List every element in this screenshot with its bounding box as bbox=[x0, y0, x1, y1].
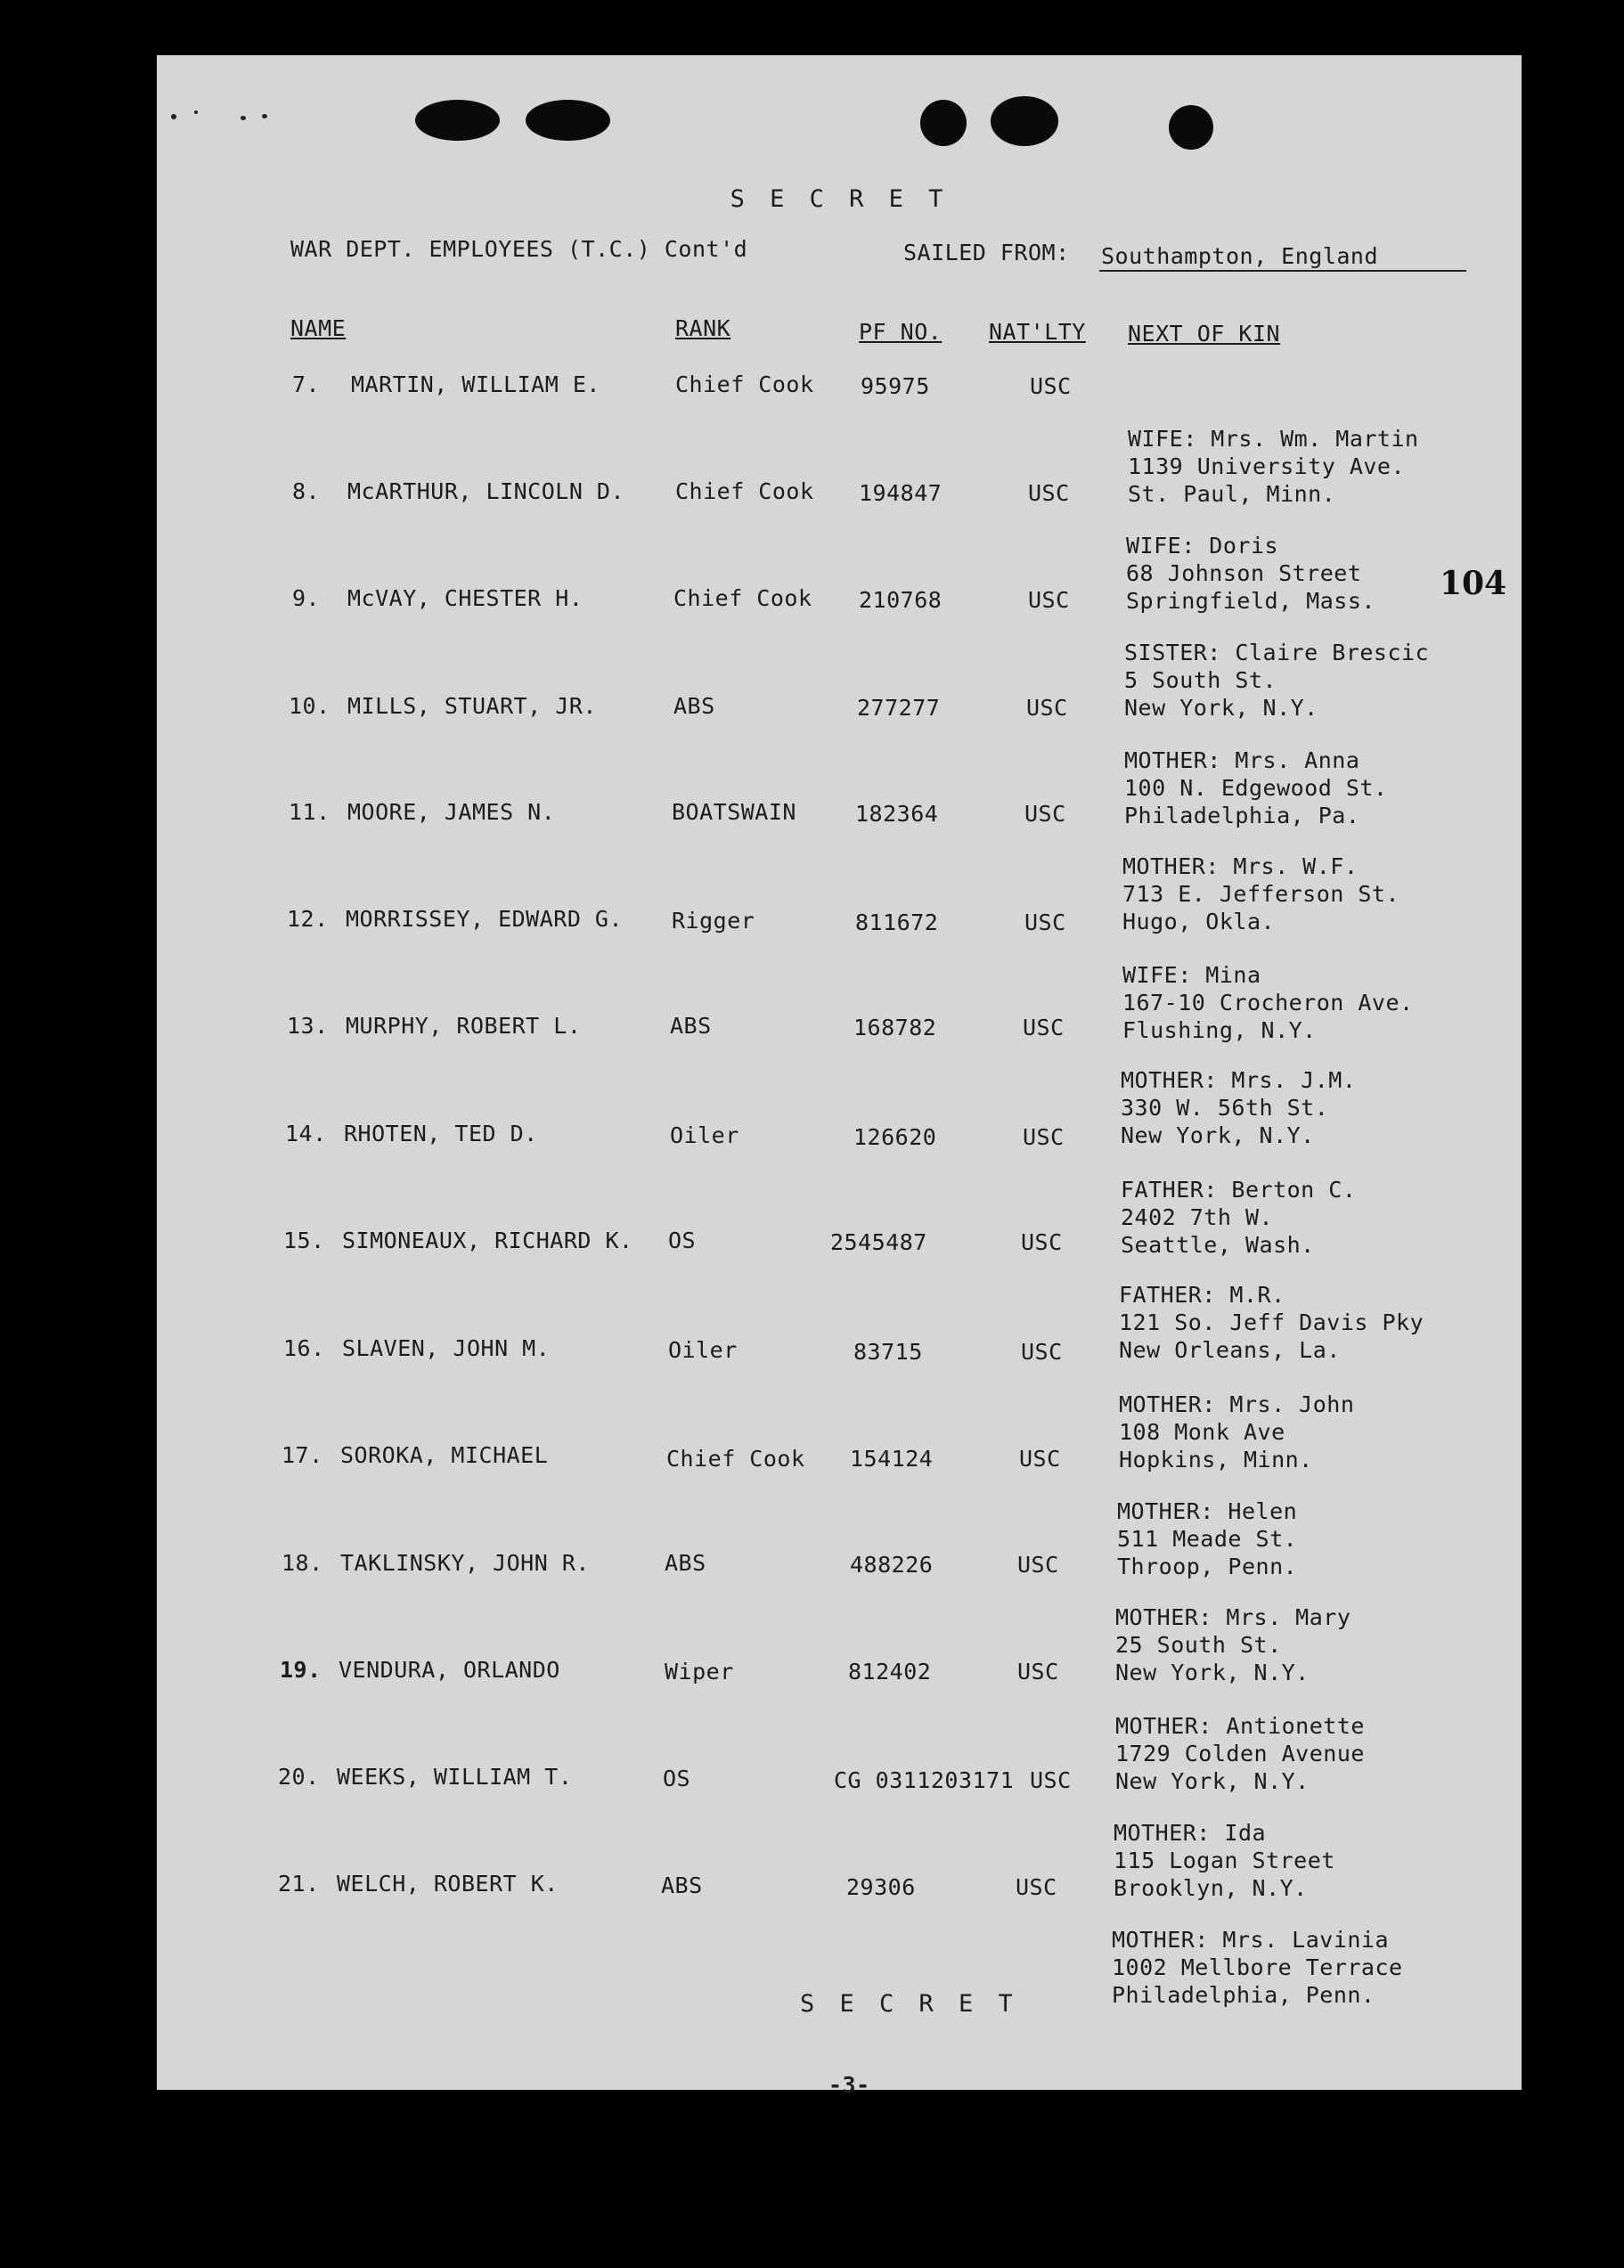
speck bbox=[194, 110, 198, 114]
punch-hole bbox=[920, 100, 967, 146]
nationality: USC bbox=[1016, 1874, 1057, 1900]
employee-rank: ABS bbox=[665, 1550, 706, 1576]
employee-name: McARTHUR, LINCOLN D. bbox=[347, 478, 625, 504]
nationality: USC bbox=[1028, 480, 1070, 506]
column-header-rank: RANK bbox=[675, 315, 731, 341]
speck bbox=[262, 114, 267, 118]
next-of-kin: MOTHER: Mrs. J.M. 330 W. 56th St. New York, N.Y. bbox=[1121, 1067, 1357, 1148]
next-of-kin: FATHER: Berton C. 2402 7th W. Seattle, Wash. bbox=[1121, 1177, 1357, 1258]
next-of-kin: MOTHER: Ida 115 Logan Street Brooklyn, N.Y. bbox=[1114, 1820, 1335, 1901]
employee-rank: Chief Cook bbox=[675, 371, 814, 397]
employee-rank: OS bbox=[668, 1228, 697, 1253]
sailed-from-value: Southampton, England bbox=[1101, 243, 1379, 269]
pf-number: 210768 bbox=[859, 587, 943, 613]
employee-name: MILLS, STUART, JR. bbox=[347, 693, 597, 719]
punch-hole bbox=[415, 100, 500, 141]
nationality: USC bbox=[1023, 1015, 1065, 1040]
row-number: 20. bbox=[278, 1764, 320, 1790]
next-of-kin: MOTHER: Mrs. Mary 25 South St. New York, N.Y. bbox=[1115, 1604, 1351, 1685]
punch-hole bbox=[991, 96, 1058, 146]
row-number: 18. bbox=[282, 1550, 323, 1576]
row-number: 8. bbox=[292, 478, 321, 504]
pf-number: 126620 bbox=[853, 1124, 937, 1150]
page-number: -3- bbox=[828, 2072, 870, 2098]
employee-name: McVAY, CHESTER H. bbox=[347, 585, 583, 611]
row-number: 12. bbox=[287, 906, 329, 932]
column-header-next-of-kin: NEXT OF KIN bbox=[1128, 321, 1281, 347]
pf-number: 194847 bbox=[859, 480, 943, 506]
punch-hole bbox=[1169, 105, 1213, 150]
pf-number: 277277 bbox=[857, 695, 941, 721]
employee-name: MURPHY, ROBERT L. bbox=[346, 1013, 582, 1039]
row-number: 9. bbox=[292, 585, 321, 611]
employee-rank: ABS bbox=[670, 1013, 712, 1039]
column-header-pf-no: PF NO. bbox=[859, 319, 943, 345]
row-number: 7. bbox=[292, 371, 321, 397]
next-of-kin: SISTER: Claire Brescic 5 South St. New York, N.Y. bbox=[1124, 640, 1430, 721]
nationality: USC bbox=[1024, 801, 1066, 827]
nationality: USC bbox=[1021, 1339, 1063, 1365]
sailed-from-label: SAILED FROM: bbox=[903, 240, 1070, 265]
pf-number: 811672 bbox=[855, 910, 939, 935]
employee-name: TAKLINSKY, JOHN R. bbox=[340, 1550, 590, 1576]
nationality: USC bbox=[1024, 910, 1066, 935]
row-number: 14. bbox=[285, 1121, 327, 1146]
next-of-kin: MOTHER: Helen 511 Meade St. Throop, Penn. bbox=[1117, 1498, 1298, 1579]
row-number: 11. bbox=[289, 799, 331, 825]
pf-number: 95975 bbox=[861, 373, 930, 399]
next-of-kin: MOTHER: Mrs. W.F. 713 E. Jefferson St. Hugo, Okla. bbox=[1122, 853, 1400, 934]
employee-rank: BOATSWAIN bbox=[672, 799, 796, 825]
pf-number: 2545487 bbox=[830, 1229, 927, 1255]
employee-name: SOROKA, MICHAEL bbox=[340, 1442, 549, 1468]
document-page bbox=[157, 55, 1522, 2098]
section-title: WAR DEPT. EMPLOYEES (T.C.) Cont'd bbox=[290, 236, 748, 262]
nationality: USC bbox=[1030, 373, 1072, 399]
row-number: 16. bbox=[283, 1335, 325, 1361]
next-of-kin: MOTHER: Mrs. Lavinia 1002 Mellbore Terrace Philadelphia, Penn. bbox=[1112, 1927, 1403, 2008]
row-number: 21. bbox=[278, 1871, 320, 1897]
nationality: USC bbox=[1026, 695, 1068, 721]
employee-rank: Wiper bbox=[665, 1659, 734, 1685]
pf-number: 83715 bbox=[853, 1339, 923, 1365]
classification-top: S E C R E T bbox=[730, 185, 949, 213]
nationality: USC bbox=[1021, 1229, 1063, 1255]
employee-name: WELCH, ROBERT K. bbox=[337, 1871, 559, 1897]
employee-name: SLAVEN, JOHN M. bbox=[342, 1335, 551, 1361]
employee-name: MARTIN, WILLIAM E. bbox=[351, 371, 600, 397]
nationality: USC bbox=[1023, 1124, 1065, 1150]
pf-number: 29306 bbox=[846, 1874, 916, 1900]
speck bbox=[241, 116, 246, 120]
employee-rank: Oiler bbox=[668, 1337, 738, 1363]
column-header-nationality: NAT'LTY bbox=[989, 319, 1086, 345]
employee-name: WEEKS, WILLIAM T. bbox=[337, 1764, 573, 1790]
employee-name: SIMONEAUX, RICHARD K. bbox=[342, 1228, 633, 1253]
next-of-kin: MOTHER: Mrs. Anna 100 N. Edgewood St. Philadelphia, Pa. bbox=[1124, 747, 1388, 828]
employee-rank: OS bbox=[663, 1766, 691, 1791]
row-number: 19. bbox=[280, 1657, 322, 1683]
next-of-kin: WIFE: Mina 167-10 Crocheron Ave. Flushing, N.Y. bbox=[1122, 962, 1414, 1043]
column-header-name: NAME bbox=[290, 315, 347, 341]
nationality: USC bbox=[1028, 587, 1070, 613]
next-of-kin: MOTHER: Mrs. John 108 Monk Ave Hopkins, Minn. bbox=[1119, 1391, 1355, 1473]
employee-rank: ABS bbox=[661, 1872, 703, 1898]
next-of-kin: MOTHER: Antionette 1729 Colden Avenue New York, N.Y. bbox=[1115, 1713, 1365, 1794]
next-of-kin: WIFE: Mrs. Wm. Martin 1139 University Ave. St. Paul, Minn. bbox=[1128, 426, 1419, 507]
employee-rank: Chief Cook bbox=[666, 1446, 805, 1472]
employee-rank: Oiler bbox=[670, 1122, 739, 1148]
pf-number: 168782 bbox=[853, 1015, 937, 1040]
pf-number: CG 0311203171 bbox=[834, 1767, 1015, 1793]
nationality: USC bbox=[1017, 1659, 1059, 1685]
employee-rank: ABS bbox=[673, 693, 715, 719]
nationality: USC bbox=[1017, 1552, 1059, 1578]
row-number: 17. bbox=[282, 1442, 323, 1468]
employee-name: RHOTEN, TED D. bbox=[344, 1121, 538, 1146]
classification-bottom: S E C R E T bbox=[800, 1990, 1018, 2018]
row-number: 15. bbox=[283, 1228, 325, 1253]
speck bbox=[171, 114, 176, 119]
employee-rank: Rigger bbox=[672, 908, 755, 934]
employee-name: MORRISSEY, EDWARD G. bbox=[346, 906, 624, 932]
page-stamp: 104 bbox=[1440, 565, 1507, 602]
row-number: 13. bbox=[287, 1013, 329, 1039]
punch-hole bbox=[526, 100, 610, 141]
nationality: USC bbox=[1030, 1767, 1072, 1793]
employee-rank: Chief Cook bbox=[673, 585, 812, 611]
nationality: USC bbox=[1019, 1446, 1061, 1472]
row-number: 10. bbox=[289, 693, 331, 719]
pf-number: 488226 bbox=[850, 1552, 934, 1578]
employee-name: MOORE, JAMES N. bbox=[347, 799, 556, 825]
pf-number: 154124 bbox=[850, 1446, 934, 1472]
employee-name: VENDURA, ORLANDO bbox=[339, 1657, 560, 1683]
next-of-kin: WIFE: Doris 68 Johnson Street Springfield, Mass. bbox=[1126, 533, 1375, 614]
sailed-from-underline bbox=[1099, 270, 1466, 272]
pf-number: 182364 bbox=[855, 801, 939, 827]
pf-number: 812402 bbox=[848, 1659, 932, 1685]
next-of-kin: FATHER: M.R. 121 So. Jeff Davis Pky New Orleans, La. bbox=[1119, 1282, 1424, 1363]
employee-rank: Chief Cook bbox=[675, 478, 814, 504]
